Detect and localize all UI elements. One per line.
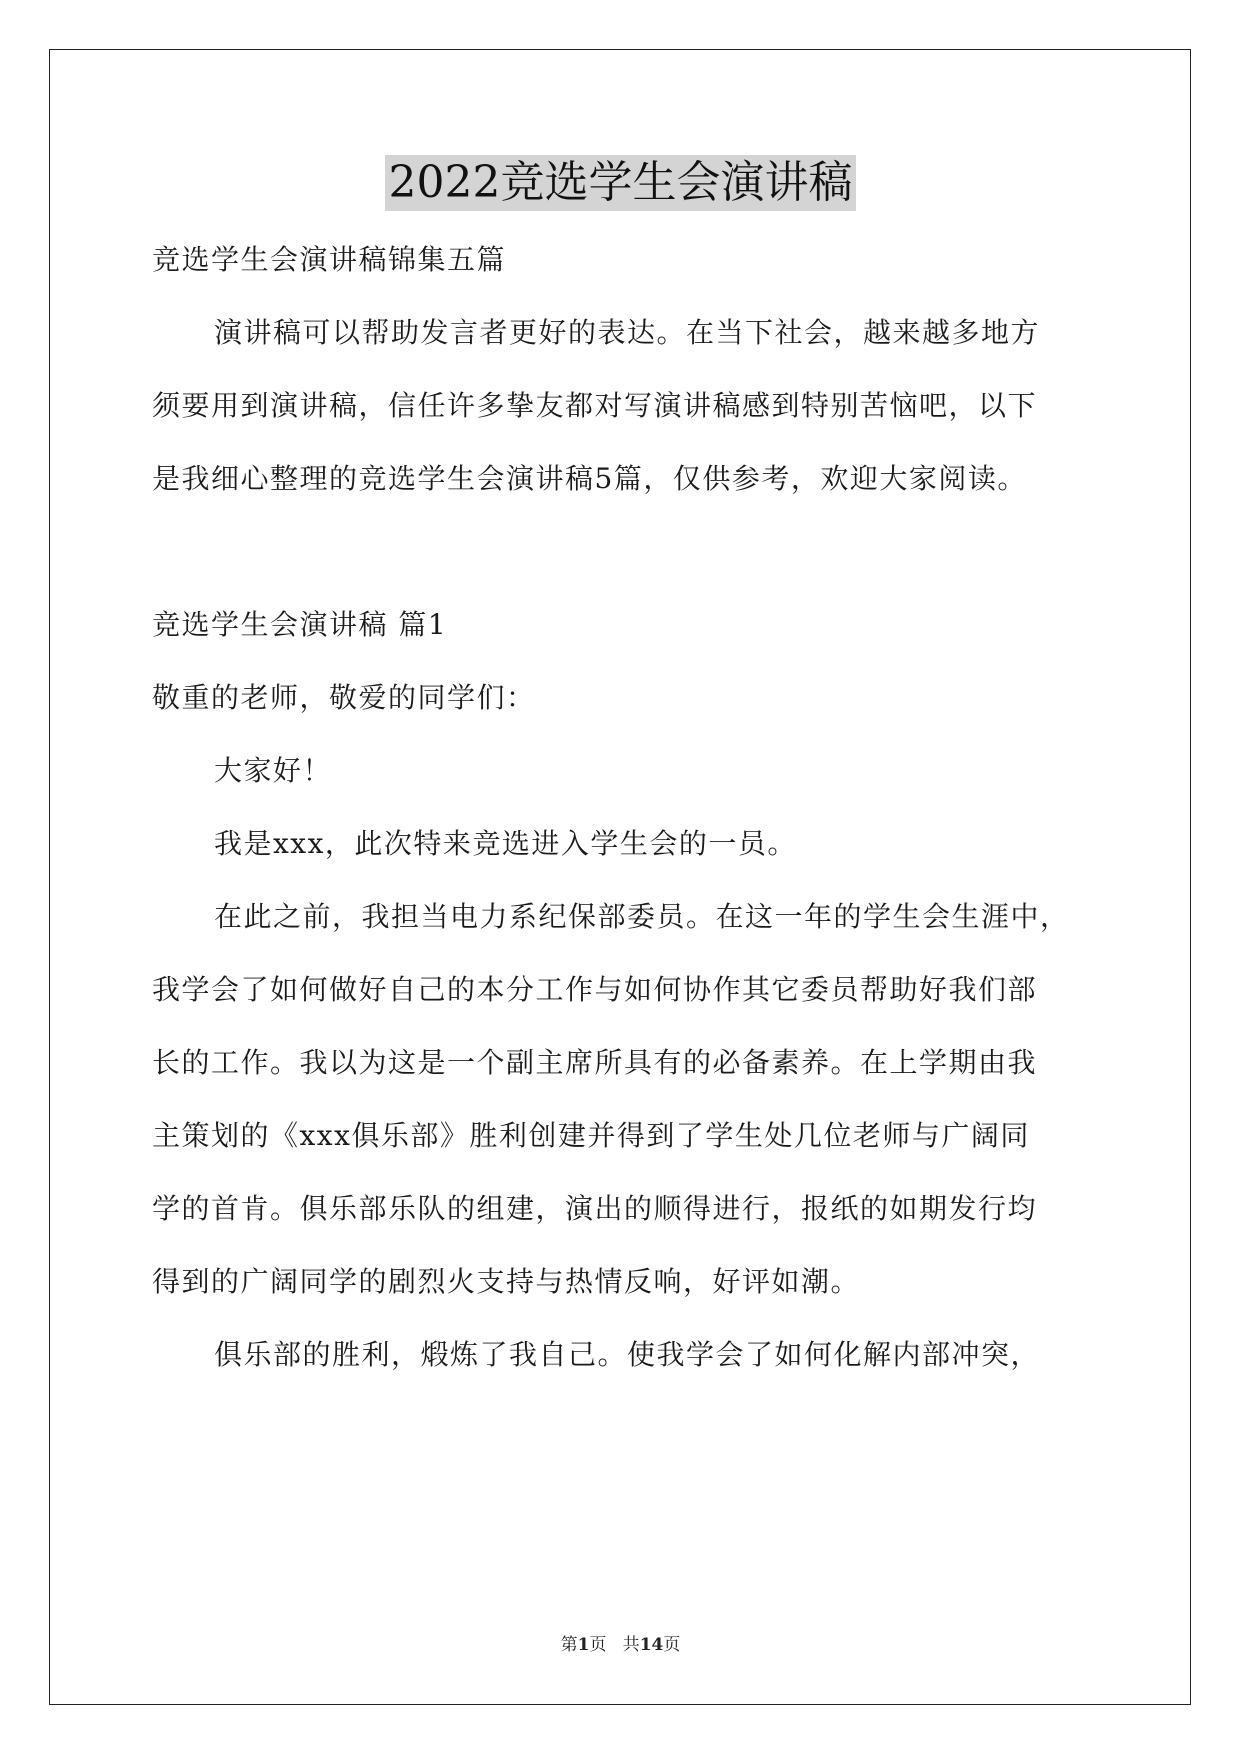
- paragraph-line: 主策划的《xxx俱乐部》胜利创建并得到了学生处几位老师与广阔同: [152, 1119, 1030, 1152]
- footer-suffix: 页: [663, 1635, 681, 1655]
- paragraph-line: 在此之前，我担当电力系纪保部委员。在这一年的学生会生涯中，: [214, 900, 1070, 933]
- document-subtitle: 竞选学生会演讲稿锦集五篇: [152, 243, 507, 276]
- page-footer: [0, 1630, 1241, 1655]
- page-border: [49, 49, 1191, 1705]
- self-intro: 我是xxx，此次特来竞选进入学生会的一员。: [214, 827, 797, 860]
- greeting: 大家好！: [214, 754, 333, 787]
- intro-line: 演讲稿可以帮助发言者更好的表达。在当下社会，越来越多地方: [214, 316, 1041, 349]
- intro-line: 是我细心整理的竞选学生会演讲稿5篇，仅供参考，欢迎大家阅读。: [152, 462, 1027, 495]
- footer-mid: 页 共: [589, 1635, 640, 1655]
- footer-page-number: 1: [577, 1635, 590, 1655]
- intro-line: 须要用到演讲稿，信任许多挚友都对写演讲稿感到特别苦恼吧，以下: [152, 389, 1038, 422]
- section-heading: 竞选学生会演讲稿 篇1: [152, 608, 448, 641]
- paragraph-line: 长的工作。我以为这是一个副主席所具有的必备素养。在上学期由我: [152, 1046, 1038, 1079]
- footer-total-pages: 14: [639, 1635, 664, 1655]
- paragraph-line: 得到的广阔同学的剧烈火支持与热情反响，好评如潮。: [152, 1265, 861, 1298]
- footer-prefix: 第: [560, 1635, 578, 1655]
- title-wrapper: [0, 155, 1241, 211]
- paragraph-line: 学的首肯。俱乐部乐队的组建，演出的顺得进行，报纸的如期发行均: [152, 1192, 1038, 1225]
- paragraph-line: 我学会了如何做好自己的本分工作与如何协作其它委员帮助好我们部: [152, 973, 1038, 1006]
- salutation: 敬重的老师，敬爱的同学们：: [152, 681, 536, 714]
- closing-line: 俱乐部的胜利，煅炼了我自己。使我学会了如何化解内部冲突，: [214, 1338, 1041, 1371]
- document-title: 2022竞选学生会演讲稿: [385, 155, 857, 211]
